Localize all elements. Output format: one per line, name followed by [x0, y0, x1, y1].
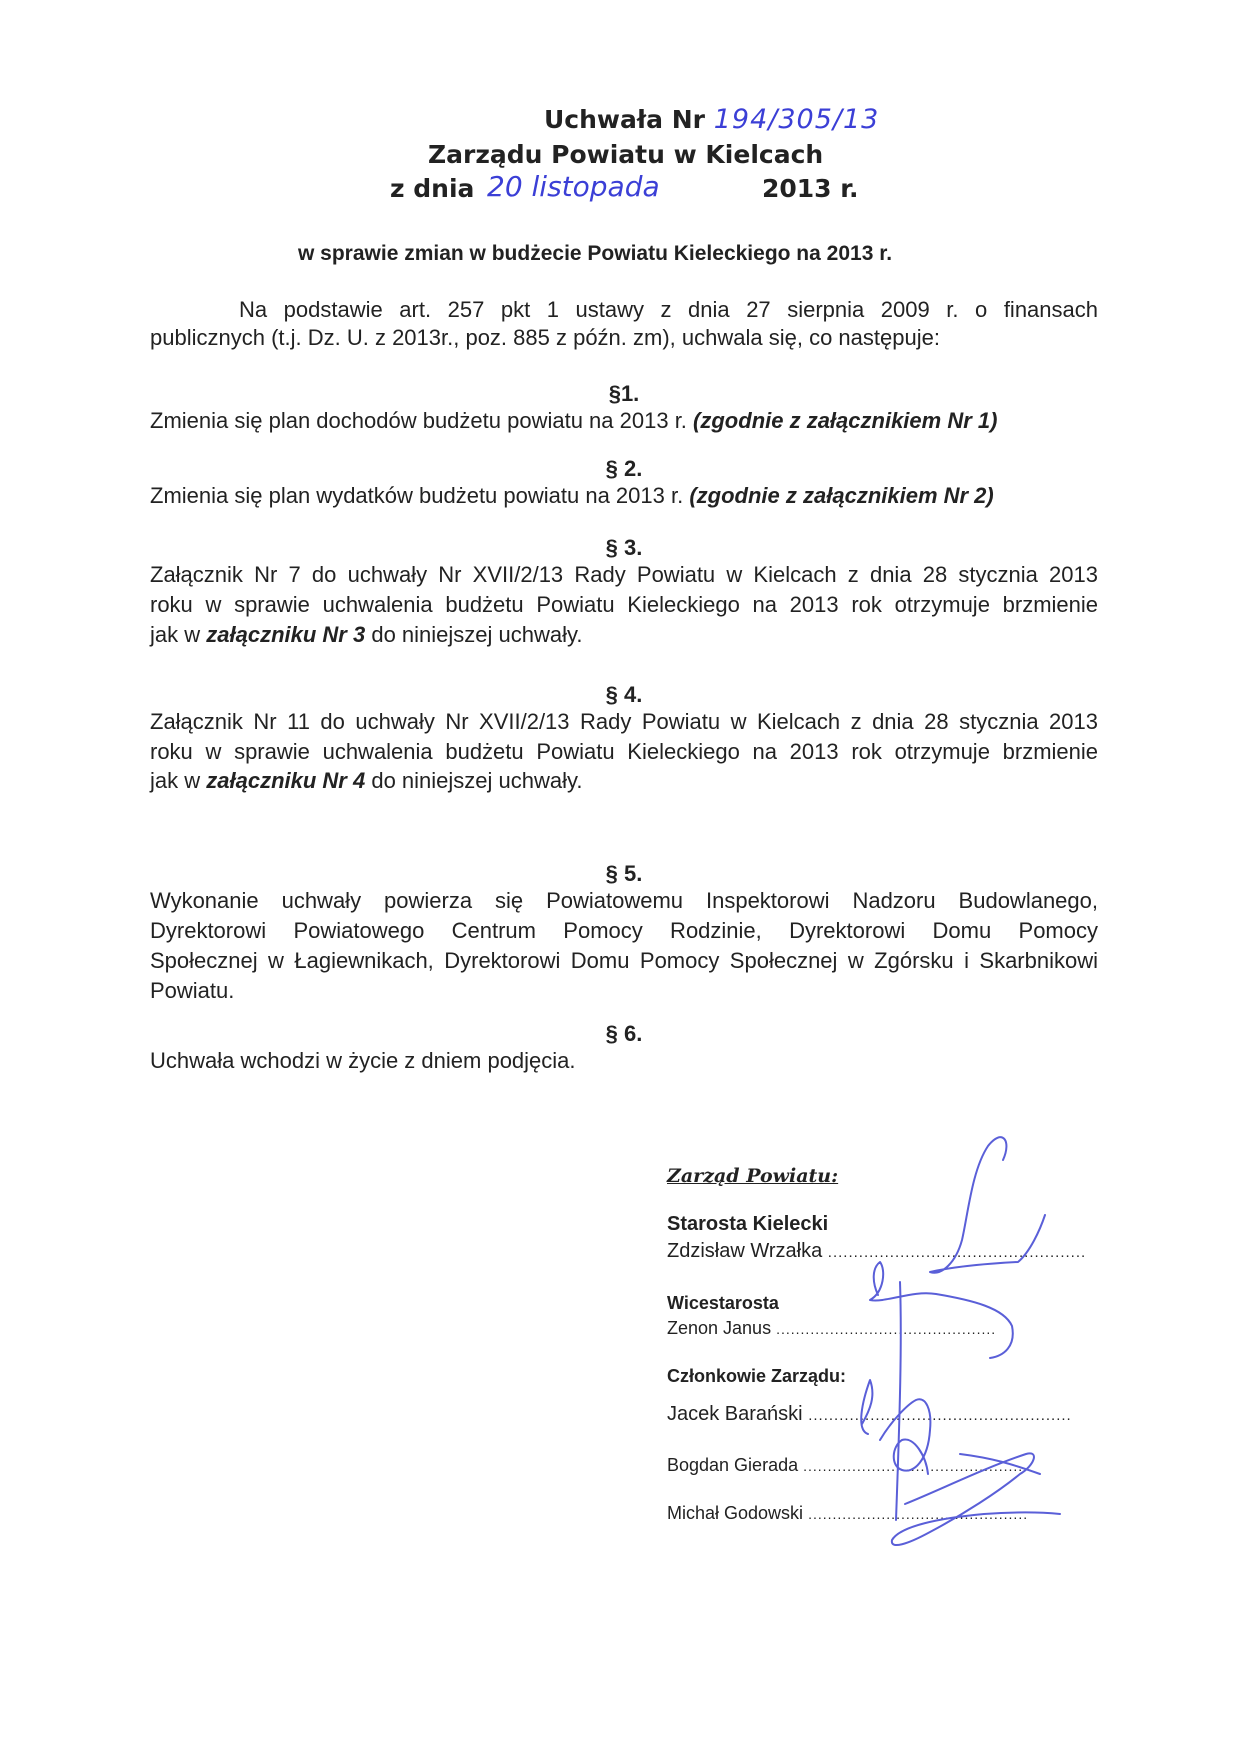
date-handwritten: 20 listopada	[487, 170, 660, 203]
signature-dots: .............................................	[808, 1506, 1029, 1522]
signature-dots: .............................................	[776, 1321, 997, 1337]
section-4-line-2: roku w sprawie uchwalenia budżetu Powiatu Kieleckiego na 2013 rok otrzymuje brzmienie	[150, 739, 1098, 764]
section-4-attachment-ref: załączniku Nr 4	[206, 768, 366, 793]
section-3-post: do niniejszej uchwały.	[371, 622, 583, 647]
section-1-attachment-ref: (zgodnie z załącznikiem Nr 1)	[693, 408, 998, 433]
section-2-heading: § 2.	[605, 456, 643, 481]
section-2-body: Zmienia się plan wydatków budżetu powiatu na 2013 r.	[150, 483, 684, 508]
signature-member-1	[861, 1380, 930, 1474]
date-label: z dnia	[390, 174, 475, 203]
section-5-line-4: Powiatu.	[150, 978, 235, 1003]
section-4-line-1: Załącznik Nr 11 do uchwały Nr XVII/2/13 Rady Powiatu w Kielcach z dnia 28 stycznia 2013	[150, 709, 1098, 734]
section-3-attachment-ref: załączniku Nr 3	[206, 622, 366, 647]
section-5-line-2: Dyrektorowi Powiatowego Centrum Pomocy Rodzinie, Dyrektorowi Domu Pomocy	[150, 918, 1098, 943]
members-title: Członkowie Zarządu:	[667, 1366, 847, 1386]
section-4-pre: jak w	[150, 768, 201, 793]
section-5-heading: § 5.	[605, 861, 643, 886]
subject-line: w sprawie zmian w budżecie Powiatu Kieleckiego na 2013 r.	[298, 242, 893, 265]
signature-dots: ...................................................	[808, 1407, 1072, 1424]
year-label: 2013 r.	[762, 174, 859, 203]
member-3-name: Michał Godowski	[667, 1503, 804, 1523]
signature-dots: .............................................	[803, 1458, 1024, 1474]
section-3-line-2: roku w sprawie uchwalenia budżetu Powiatu Kieleckiego na 2013 rok otrzymuje brzmienie	[150, 592, 1098, 617]
signature-starosta	[930, 1137, 1045, 1273]
board-label: Zarząd Powiatu:	[667, 1165, 839, 1187]
section-3-pre: jak w	[150, 622, 201, 647]
preamble-line-1: Na podstawie art. 257 pkt 1 ustawy z dnia 27 sierpnia 2009 r. o finansach	[239, 297, 1098, 322]
section-5-line-1: Wykonanie uchwały powierza się Powiatowemu Inspektorowi Nadzoru Budowlanego,	[150, 888, 1098, 913]
member-2-name: Bogdan Gierada	[667, 1455, 799, 1475]
section-3-line-1: Załącznik Nr 7 do uchwały Nr XVII/2/13 Rady Powiatu w Kielcach z dnia 28 stycznia 2013	[150, 562, 1098, 587]
starosta-title: Starosta Kielecki	[667, 1213, 829, 1235]
preamble-line-2: publicznych (t.j. Dz. U. z 2013r., poz. 885 z późn. zm), uchwala się, co następuje:	[150, 325, 940, 350]
signature-wicestarosta	[870, 1262, 1013, 1520]
wicestarosta-title: Wicestarosta	[667, 1293, 779, 1313]
section-6-text: Uchwała wchodzi w życie z dniem podjęcia.	[150, 1048, 576, 1073]
member-1-name: Jacek Barański	[667, 1403, 803, 1425]
section-5-line-3: Społecznej w Łagiewnikach, Dyrektorowi Domu Pomocy Społecznej w Zgórsku i Skarbnikowi	[150, 948, 1098, 973]
section-4-post: do niniejszej uchwały.	[371, 768, 583, 793]
section-1-body: Zmienia się plan dochodów budżetu powiatu na 2013 r.	[150, 408, 687, 433]
issuer-line: Zarządu Powiatu w Kielcach	[428, 140, 824, 169]
section-4-heading: § 4.	[605, 682, 643, 707]
wicestarosta-name: Zenon Janus	[667, 1318, 772, 1338]
section-1-heading: §1.	[608, 381, 640, 406]
section-3-heading: § 3.	[605, 535, 643, 560]
starosta-name: Zdzisław Wrzałka	[667, 1240, 823, 1262]
resolution-label: Uchwała Nr	[544, 105, 705, 134]
section-2-attachment-ref: (zgodnie z załącznikiem Nr 2)	[689, 483, 994, 508]
signature-dots: ..................................................	[827, 1244, 1087, 1261]
section-6-heading: § 6.	[605, 1021, 643, 1046]
resolution-number-handwritten: 194/305/13	[713, 104, 880, 135]
